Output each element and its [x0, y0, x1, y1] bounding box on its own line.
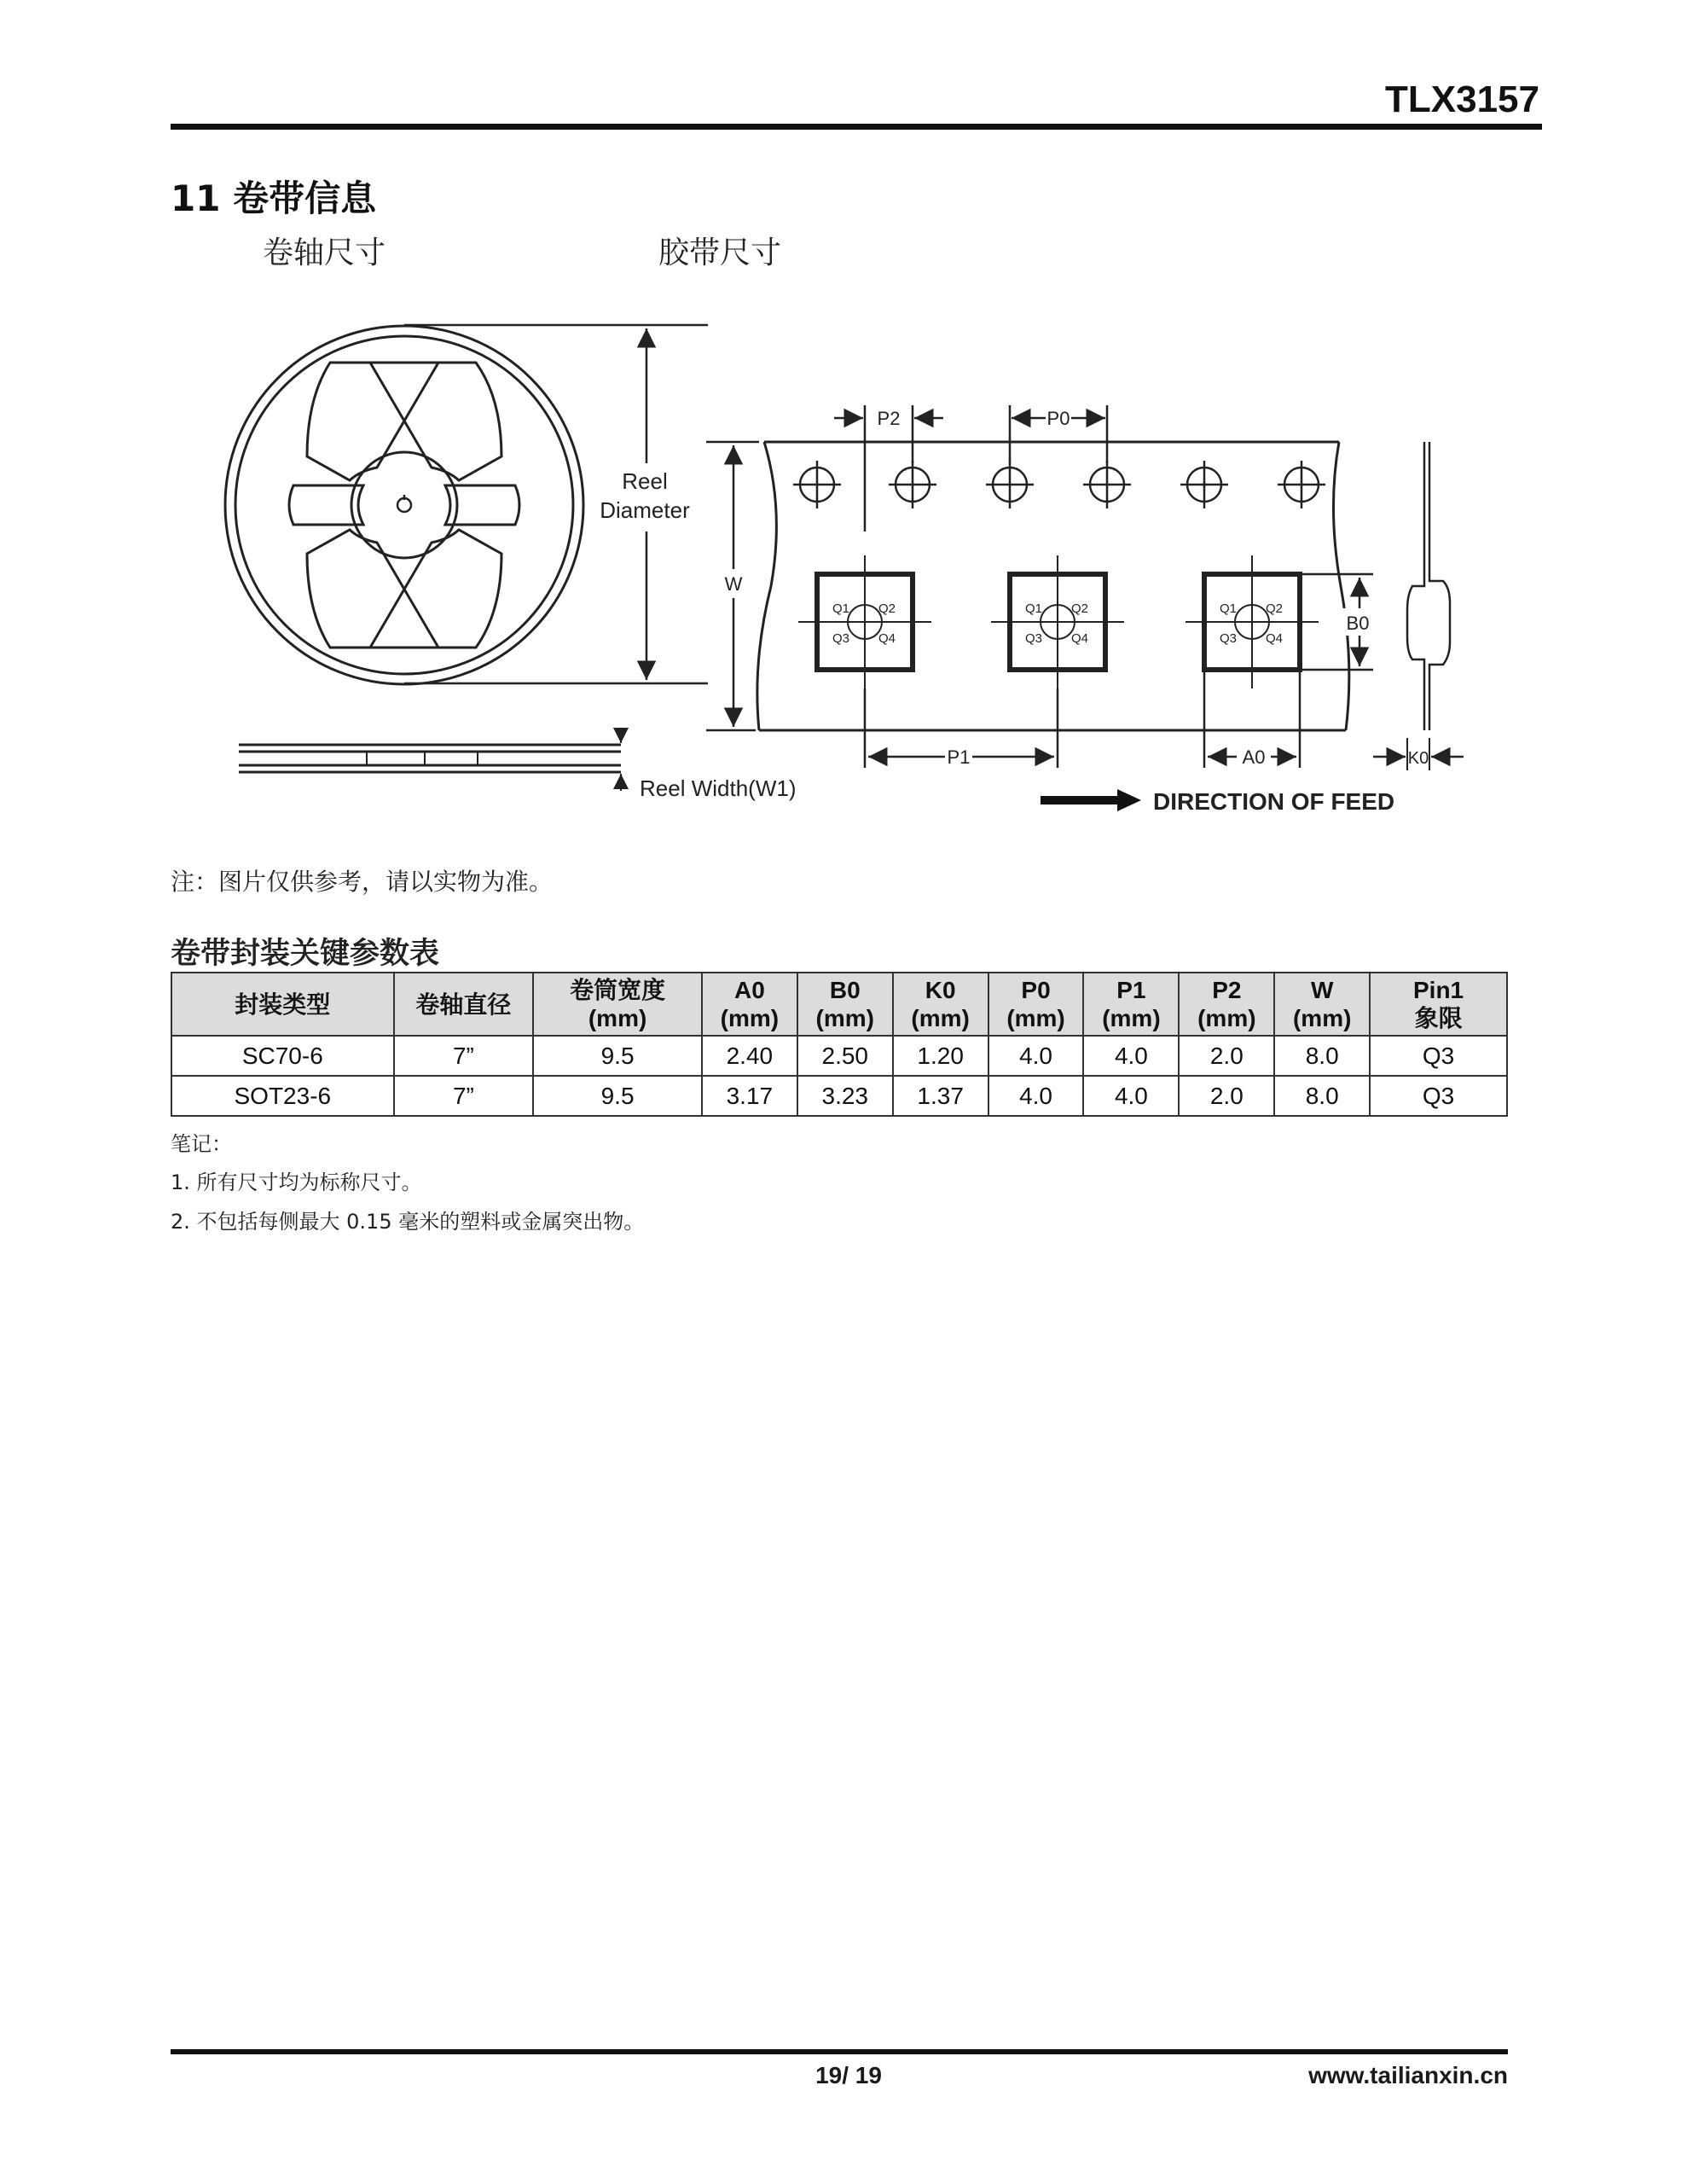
table-cell: 4.0	[988, 1036, 1084, 1076]
quadrant-label: Q2	[878, 601, 896, 616]
note-item: 2. 不包括每侧最大 0.15 毫米的塑料或金属突出物。	[171, 1210, 645, 1234]
section-title: 11 卷带信息	[171, 177, 377, 219]
quadrant-label: Q4	[1265, 631, 1284, 646]
quadrant-label: Q1	[832, 601, 850, 616]
header-cell: 卷轴直径	[394, 973, 534, 1036]
b0-label: B0	[1346, 613, 1370, 634]
direction-arrow	[1041, 789, 1141, 811]
quadrant-label: Q2	[1265, 601, 1284, 616]
table-cell: 8.0	[1274, 1036, 1370, 1076]
page-number: 19/ 19	[815, 2062, 882, 2088]
header-cell: B0 (mm)	[797, 973, 893, 1036]
quadrant-label: Q3	[1024, 631, 1043, 646]
note-item: 1. 所有尺寸均为标称尺寸。	[171, 1170, 422, 1194]
quadrant-label: Q3	[1219, 631, 1238, 646]
table-cell: 8.0	[1274, 1076, 1370, 1116]
header-cell: K0 (mm)	[893, 973, 988, 1036]
a0-label: A0	[1242, 746, 1266, 768]
component-pockets	[798, 555, 1319, 688]
header-rule	[171, 124, 1542, 130]
table-cell: SOT23-6	[171, 1076, 394, 1116]
tape-side-profile	[1373, 442, 1464, 770]
table-cell: 7”	[394, 1036, 534, 1076]
table-cell: 2.40	[702, 1036, 797, 1076]
header-cell: P1 (mm)	[1083, 973, 1179, 1036]
table-cell: 4.0	[1083, 1076, 1179, 1116]
quadrant-label: Q1	[1219, 601, 1238, 616]
header-cell: 卷筒宽度 (mm)	[533, 973, 702, 1036]
table-cell: 4.0	[988, 1076, 1084, 1116]
table-cell: 2.50	[797, 1036, 893, 1076]
table-cell: Q3	[1370, 1076, 1507, 1116]
footer-rule	[171, 2049, 1508, 2054]
quadrant-label: Q4	[878, 631, 896, 646]
header-cell: P0 (mm)	[988, 973, 1084, 1036]
reel-diameter-label: Reel	[622, 468, 668, 494]
carrier-tape	[757, 442, 1349, 730]
p0-label: P0	[1046, 408, 1070, 429]
header-cell: 封装类型	[171, 973, 394, 1036]
quadrant-label: Q3	[832, 631, 850, 646]
header-cell: Pin1 象限	[1370, 973, 1507, 1036]
table-title: 卷带封装关键参数表	[171, 937, 440, 971]
header-cell: P2 (mm)	[1179, 973, 1274, 1036]
website-link[interactable]: www.tailianxin.cn	[1308, 2062, 1508, 2088]
table-cell: 2.0	[1179, 1036, 1274, 1076]
table-cell: 3.23	[797, 1076, 893, 1116]
table-cell: 9.5	[533, 1036, 702, 1076]
quadrant-label: Q2	[1070, 601, 1089, 616]
table-row	[171, 1036, 1507, 1076]
k0-label: K0	[1407, 749, 1429, 768]
w-label: W	[724, 573, 743, 595]
notes-title: 笔记：	[171, 1132, 232, 1156]
reel-dimensions-heading: 卷轴尺寸	[263, 235, 386, 270]
table-cell: 7”	[394, 1076, 534, 1116]
quadrant-label: Q4	[1070, 631, 1089, 646]
table-cell: SC70-6	[171, 1036, 394, 1076]
table-cell: 2.0	[1179, 1076, 1274, 1116]
sprocket-holes	[793, 461, 1325, 508]
p2-label: P2	[877, 408, 901, 429]
table-row	[171, 1076, 1507, 1116]
tape-reel-spec-table	[171, 972, 1508, 1117]
reel-side-view	[239, 728, 621, 791]
table-cell: 1.20	[893, 1036, 988, 1076]
tape-reel-figure	[196, 303, 1475, 832]
document-id: TLX3157	[1385, 78, 1539, 120]
table-cell: 1.37	[893, 1076, 988, 1116]
reel-drawing	[225, 326, 583, 684]
table-cell: 3.17	[702, 1076, 797, 1116]
quadrant-label: Q1	[1024, 601, 1043, 616]
p1-label: P1	[947, 746, 971, 768]
table-cell: Q3	[1370, 1036, 1507, 1076]
header-cell: W (mm)	[1274, 973, 1370, 1036]
pitch-dimensions-bottom	[865, 670, 1300, 768]
table-cell: 9.5	[533, 1076, 702, 1116]
figure-note: 注：图片仅供参考，请以实物为准。	[171, 868, 554, 896]
table-cell: 4.0	[1083, 1036, 1179, 1076]
tape-dimensions-heading: 胶带尺寸	[658, 235, 782, 270]
reel-width-label: Reel Width(W1)	[640, 775, 797, 801]
direction-label: DIRECTION OF FEED	[1153, 788, 1395, 815]
reel-diameter-label: Diameter	[600, 497, 690, 523]
table-header-row	[171, 973, 1507, 1036]
header-cell: A0 (mm)	[702, 973, 797, 1036]
